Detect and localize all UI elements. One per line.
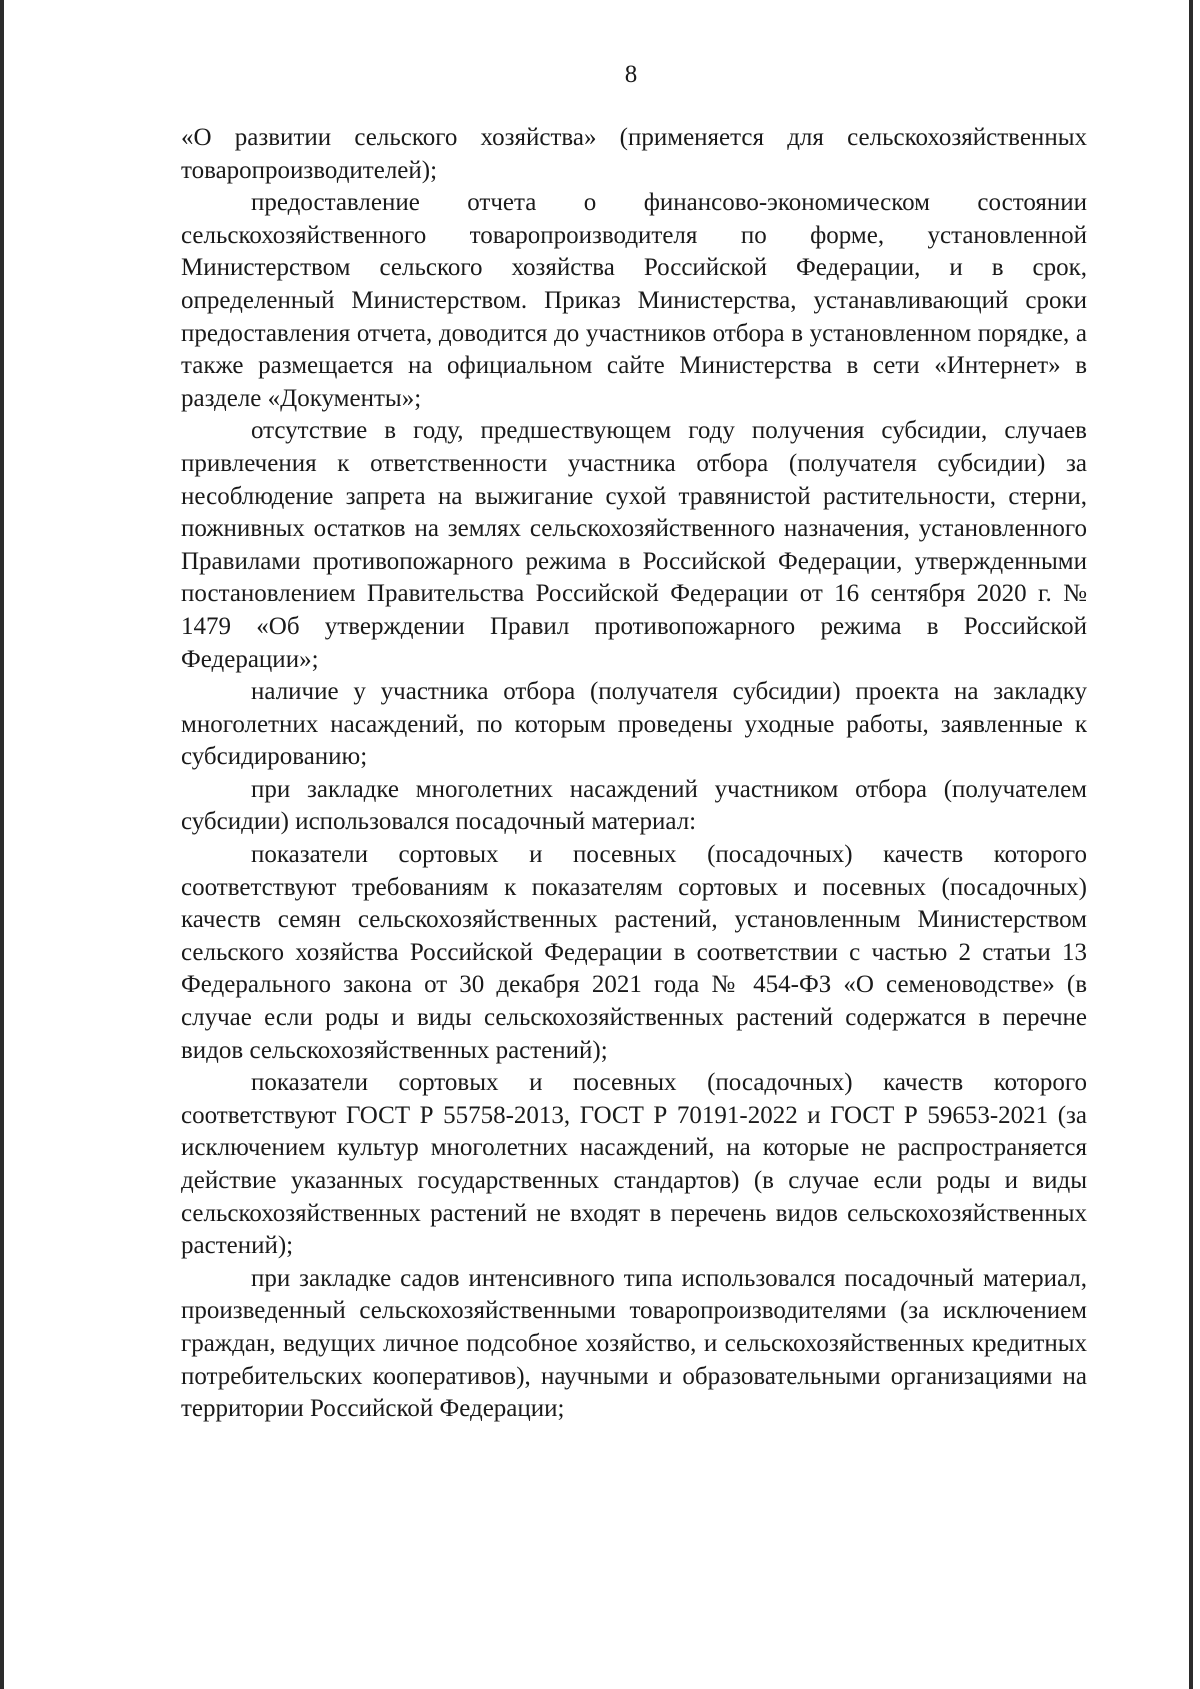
paragraph-planting-project: наличие у участника отбора (получателя субсидии) проекта на закладку многолетних насаждений, по которым проведены уходные работы, заявленные к субсидированию; bbox=[181, 678, 1087, 771]
scan-edge-right bbox=[1189, 0, 1193, 1689]
paragraph-gost-standards: показатели сортовых и посевных (посадочных) качеств которого соответствуют ГОСТ Р 55758-2013, ГОСТ Р 70191-2022 и ГОСТ Р 59653-2021 (за исключением культур многолетних насаждений, на которые не распространяется действие указанных государственных стандартов) (в случае если роды и виды сельскохозяйственных растений не входят в перечень видов сельскохозяйственных растений); bbox=[181, 1069, 1087, 1260]
paragraph-planting-material: при закладке многолетних насаждений участником отбора (получателем субсидии) использовался посадочный материал: bbox=[181, 775, 1087, 836]
paragraph-financial-report: предоставление отчета о финансово-экономическом состоянии сельскохозяйственного товаропроизводителя по форме, установленной Министерством сельского хозяйства Российской Федерации, и в срок, определенный Министерством. Приказ Министерства, устанавливающий сроки предоставления отчета, доводится до участников отбора в установленном порядке, а также размещается на официальном сайте Министерства в сети «Интернет» в разделе «Документы»; bbox=[181, 189, 1087, 412]
page-number: 8 bbox=[624, 61, 638, 88]
scan-edge-left bbox=[0, 0, 4, 1689]
paragraph-seed-quality-requirements: показатели сортовых и посевных (посадочных) качеств которого соответствуют требованиям к показателям сортовых и посевных (посадочных) качеств семян сельскохозяйственных растений, установленным Министерством сельского хозяйства Российской Федерации в соответствии с частью 2 статьи 13 Федерального закона от 30 декабря 2021 года № 454-ФЗ «О семеноводстве» (в случае если роды и виды сельскохозяйственных растений содержатся в перечне видов сельскохозяйственных растений); bbox=[181, 841, 1087, 1064]
paragraph-intensive-orchards: при закладке садов интенсивного типа использовался посадочный материал, произведенный сельскохозяйственными товаропроизводителями (за исключением граждан, ведущих личное подсобное хозяйство, и сельскохозяйственных кредитных потребительских кооперативов), научными и образовательными организациями на территории Российской Федерации; bbox=[181, 1264, 1087, 1423]
paragraph-fire-safety: отсутствие в году, предшествующем году получения субсидии, случаев привлечения к ответственности участника отбора (получателя субсидии) за несоблюдение запрета на выжигание сухой травянистой растительности, стерни, пожнивных остатков на землях сельскохозяйственного назначения, установленного Правилами противопожарного режима в Российской Федерации, утвержденными постановлением Правительства Российской Федерации от 16 сентября 2020 г. № 1479 «Об утверждении Правил противопожарного режима в Российской Федерации»; bbox=[181, 417, 1087, 673]
document-body bbox=[181, 122, 1087, 1426]
paragraph-law-reference: «О развитии сельского хозяйства» (применяется для сельскохозяйственных товаропроизводителей); bbox=[181, 124, 1087, 184]
